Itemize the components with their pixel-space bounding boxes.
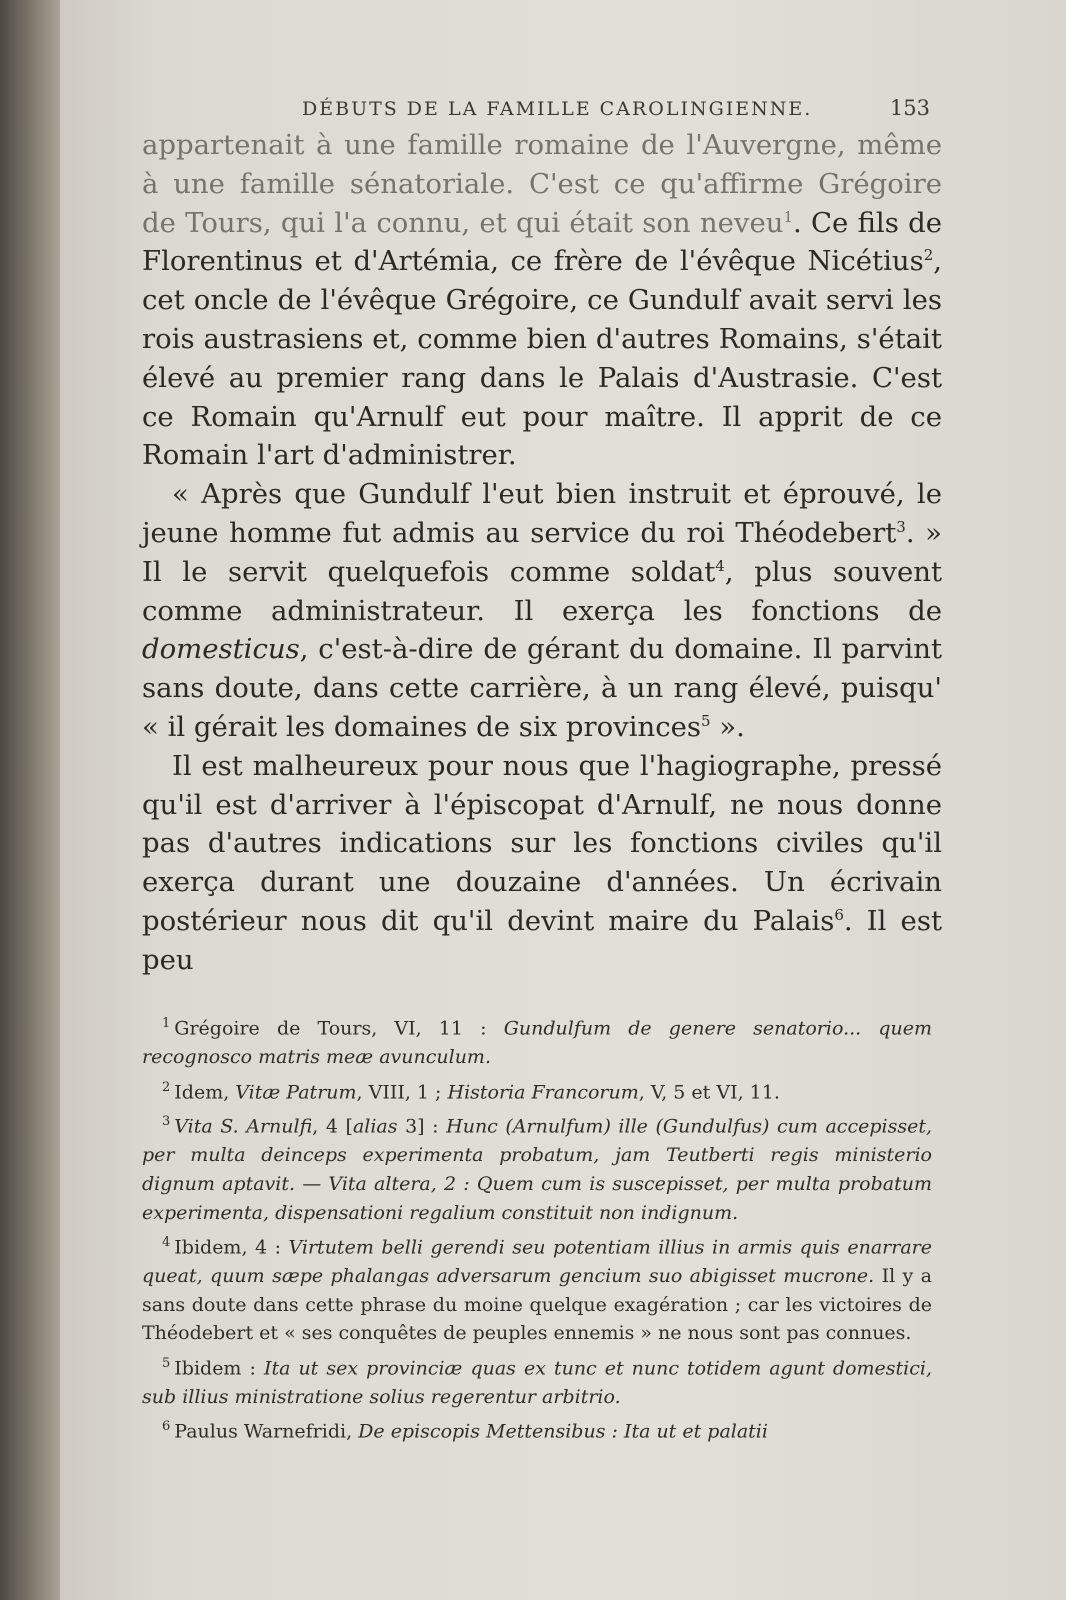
body-text xyxy=(142,126,942,980)
paragraph-1 xyxy=(142,126,942,475)
page-number: 153 xyxy=(889,96,930,120)
paragraph-1-text-c: , cet oncle de l'évêque Grégoire, ce Gundulf avait servi les rois austrasiens et, comme bien d'autres Romains, s'était élevé au premier rang dans le Palais d'Austrasie. C'est ce Romain qu'Arnulf eut pour maître. Il apprit de ce Romain l'art d'administrer. xyxy=(142,245,942,472)
footnote-5-number: 5 xyxy=(162,1355,171,1371)
footnote-1-number: 1 xyxy=(162,1016,171,1031)
footnote-3 xyxy=(142,1108,932,1227)
paragraph-1-text-a: appartenait à une famille romaine de l'Auvergne, même à une famille sénatoriale. C'est ce qu'affirme Grégoire de Tours, qui l'a connu, et qui était son neveu xyxy=(142,129,942,239)
footnote-1-text: Grégoire de Tours, VI, 11 : xyxy=(174,1017,504,1040)
footnote-2-text-a: Idem, xyxy=(174,1080,236,1103)
book-gutter xyxy=(0,0,60,1600)
paragraph-2-text-e: ». xyxy=(710,710,745,743)
paragraph-3-text-a: Il est malheureux pour nous que l'hagiographe, pressé qu'il est d'arriver à l'épiscopat d'Arnulf, ne nous donne pas d'autres indications sur les fonctions civiles qu'il exerça durant une douzaine d'années. Un écrivain postérieur nous dit qu'il devint maire du Palais xyxy=(142,749,942,937)
footnote-6-number: 6 xyxy=(162,1419,171,1435)
footnote-3-quote: Hunc (Arnulfum) ille (Gundulfus) cum accepisset, per multa deinceps experimenta probatum, jam Teutberti regis ministerio dignum aptavit. — Vita altera, 2 : Quem cum is suscepisset, per multa probatum experimenta, dispensationi regalium constituit non indignum. xyxy=(142,1115,932,1224)
paragraph-2 xyxy=(142,475,942,747)
footnote-ref-1: 1 xyxy=(783,207,793,226)
footnote-4 xyxy=(142,1229,932,1348)
footnote-5-text: Ibidem : xyxy=(174,1357,264,1380)
footnote-5 xyxy=(142,1350,932,1412)
domesticus-term: domesticus xyxy=(142,633,300,666)
footnote-4-text-b: Il y a sans doute dans cette phrase du moine quelque exagération ; car les victoires de Théodebert et « ses conquêtes de peuples ennemis » ne nous sont pas connues. xyxy=(142,1265,933,1345)
footnote-2-number: 2 xyxy=(162,1079,171,1095)
footnote-6 xyxy=(142,1413,932,1446)
footnote-3-title: Vita S. Arnulfi xyxy=(174,1115,313,1138)
page-content xyxy=(142,96,942,980)
footnote-ref-2: 2 xyxy=(923,246,934,265)
footnote-ref-6: 6 xyxy=(834,905,844,924)
footnote-ref-4: 4 xyxy=(715,556,725,575)
book-page xyxy=(60,0,1066,1600)
footnote-6-text: Paulus Warnefridi, xyxy=(174,1420,359,1443)
footnote-3-number: 3 xyxy=(162,1114,171,1130)
footnote-ref-3: 3 xyxy=(896,517,906,536)
running-title: DÉBUTS DE LA FAMILLE CAROLINGIENNE. xyxy=(302,98,813,120)
footnote-3-alias: alias xyxy=(352,1115,398,1138)
footnote-2 xyxy=(142,1074,932,1107)
footnote-1-quote: Gundulfum de genere senatorio... quem recognosco matris meæ avunculum. xyxy=(142,1017,932,1068)
paragraph-2-text-a: « Après que Gundulf l'eut bien instruit et éprouvé, le jeune homme fut admis au service du roi Théodebert xyxy=(142,478,942,549)
footnote-4-quote: Virtutem belli gerendi seu potentiam illius in armis quis enarrare queat, quum sæpe phalangas adversarum gencium suo abigisset mucrone. xyxy=(142,1236,932,1288)
footnote-1 xyxy=(142,1010,932,1072)
running-head xyxy=(142,96,942,120)
footnote-2-title-1: Vitæ Patrum xyxy=(235,1080,357,1103)
footnote-6-quote: De episcopis Mettensibus : Ita ut et palatii xyxy=(358,1420,768,1443)
paragraph-2-text-d: , c'est-à-dire de gérant du domaine. Il parvint sans doute, dans cette carrière, à un rang élevé, puisqu' « il gérait les domaines de six provinces xyxy=(142,633,942,743)
footnote-3-text-a: , 4 [ xyxy=(312,1115,353,1138)
footnote-5-quote: Ita ut sex provinciæ quas ex tunc et nunc totidem agunt domestici, sub illius ministratione solius regerentur arbitrio. xyxy=(142,1357,932,1408)
paragraph-2-text-b: . » Il le servit quelquefois comme soldat xyxy=(142,516,942,588)
footnote-4-number: 4 xyxy=(162,1235,171,1251)
footnote-3-text-b: 3] : xyxy=(397,1115,447,1138)
footnote-2-title-2: Historia Francorum xyxy=(447,1080,639,1103)
paragraph-1-text-b: . Ce fils de Florentinus et d'Artémia, ce frère de l'évêque Nicétius xyxy=(142,206,942,278)
footnote-ref-5: 5 xyxy=(701,711,711,730)
paragraph-3-text-b: . Il est peu xyxy=(142,904,942,976)
footnote-4-text-a: Ibidem, 4 : xyxy=(174,1236,289,1259)
footnote-2-text-c: , V, 5 et VI, 11. xyxy=(638,1080,780,1103)
paragraph-2-text-c: , plus souvent comme administrateur. Il exerça les fonctions de xyxy=(142,555,942,627)
footnotes xyxy=(142,1010,932,1448)
paragraph-3 xyxy=(142,747,942,980)
footnote-2-text-b: , VIII, 1 ; xyxy=(356,1080,448,1103)
